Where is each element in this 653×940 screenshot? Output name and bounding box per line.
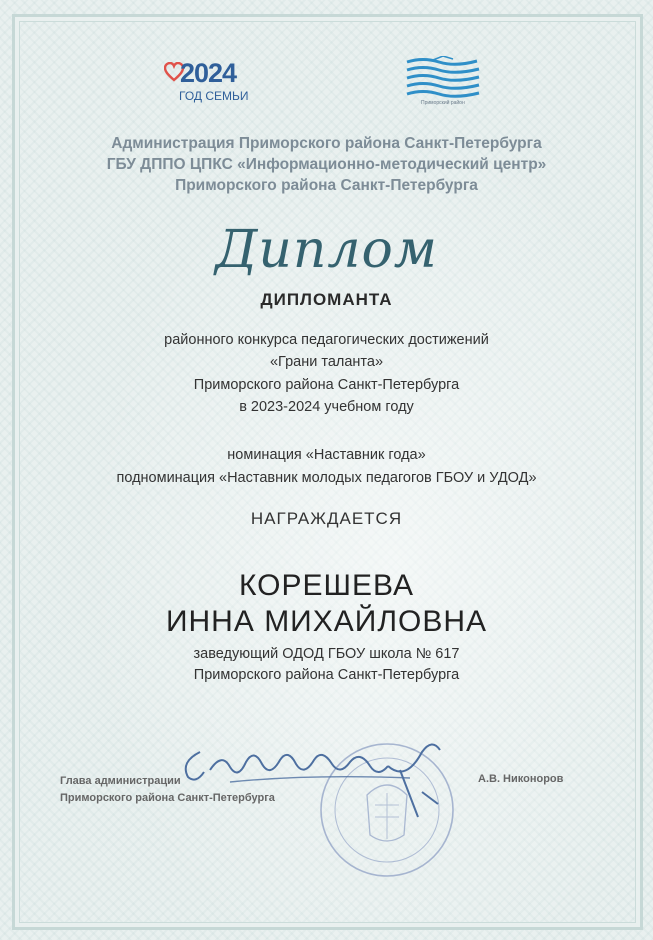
recipient-name: ИННА МИХАЙЛОВНА <box>165 605 488 638</box>
handwritten-signature <box>170 722 470 822</box>
contest-line-2: «Грани таланта» <box>269 354 384 370</box>
contest-line-1: районного конкурса педагогических достижений <box>164 332 489 348</box>
contest-line-4: в 2023-2024 учебном году <box>239 399 414 415</box>
awarded-label: НАГРАЖДАЕТСЯ <box>250 509 403 528</box>
signatory-title-line-2: Приморского района Санкт-Петербурга <box>60 792 275 804</box>
nomination-line-1: номинация «Наставник года» <box>227 447 426 463</box>
recipient-position-line-2: Приморского района Санкт-Петербурга <box>193 667 460 683</box>
contest-line-3: Приморского района Санкт-Петербурга <box>193 377 460 393</box>
diploma-subtitle: ДИПЛОМАНТА <box>260 290 393 309</box>
organization-line-3: Приморского района Санкт-Петербурга <box>175 177 478 194</box>
recipient-position-line-1: заведующий ОДОД ГБОУ школа № 617 <box>193 646 460 662</box>
organization-line-2: ГБУ ДППО ЦПКС «Информационно-методический центр» <box>106 156 547 173</box>
signatory-title-line-1: Глава администрации <box>60 775 181 787</box>
diploma-title: Диплом <box>215 220 438 280</box>
organization-line-1: Администрация Приморского района Санкт-Петербурга <box>111 135 542 152</box>
district-logo-caption: Приморский район <box>421 100 465 106</box>
district-logo <box>403 56 483 108</box>
logo-year-subtitle: ГОД СЕМЬИ <box>179 89 249 103</box>
signatory-name: А.В. Никоноров <box>478 773 564 785</box>
logo-year: 2024 <box>180 58 237 88</box>
recipient-surname: КОРЕШЕВА <box>238 569 415 602</box>
nomination-line-2: подноминация «Наставник молодых педагогов ГБОУ и УДОД» <box>116 470 537 486</box>
waves-icon <box>403 56 483 100</box>
